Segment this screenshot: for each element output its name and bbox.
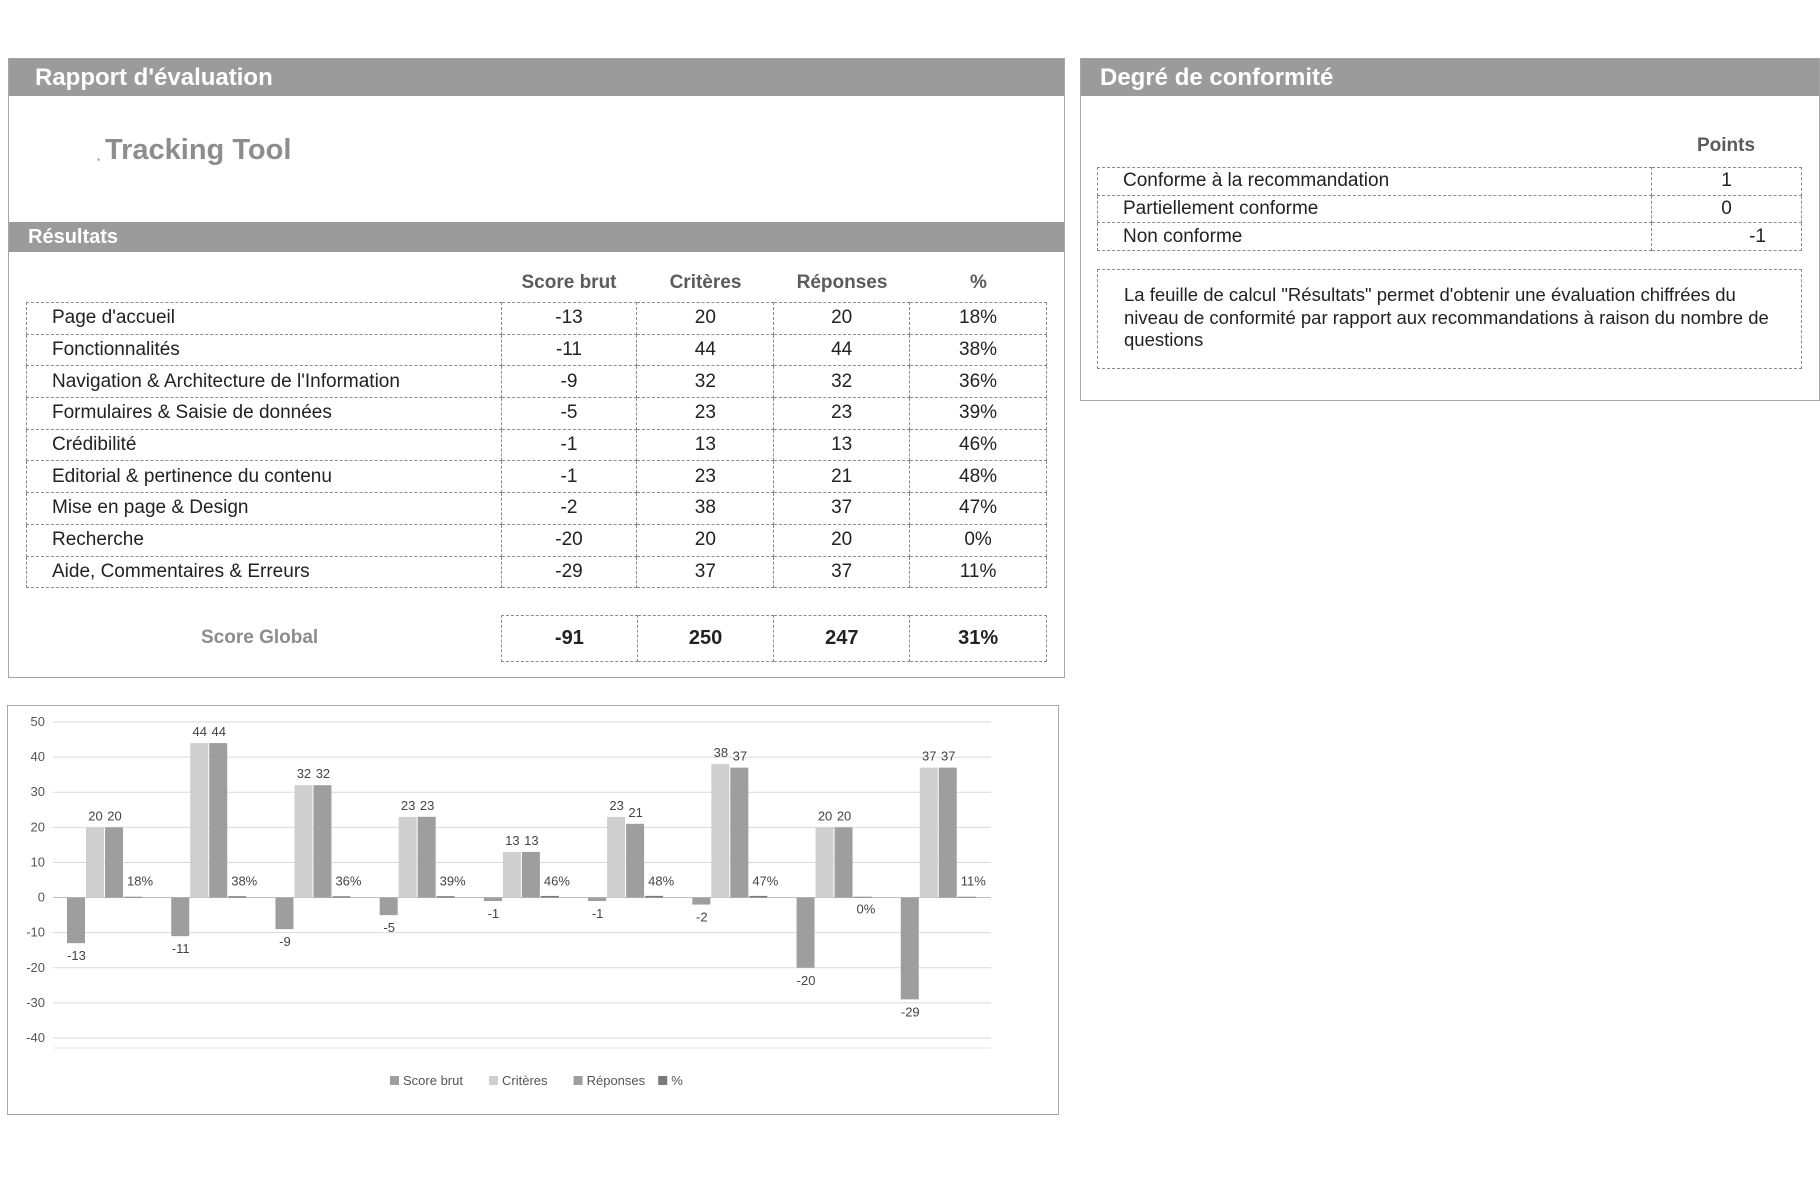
cell-score-brut: -20 <box>501 524 637 556</box>
cell-pct: 38% <box>910 334 1047 366</box>
data-label: 37 <box>922 748 937 764</box>
y-tick-label: 40 <box>30 749 45 765</box>
conformity-title: Degré de conformité <box>1081 59 1819 96</box>
total-score-brut: -91 <box>502 616 638 662</box>
data-label: 23 <box>419 797 435 813</box>
data-label: 46% <box>543 873 570 889</box>
data-label: 44 <box>211 724 226 740</box>
data-label: 20 <box>836 808 852 824</box>
bar-pct <box>854 897 872 898</box>
conformity-points: -1 <box>1652 223 1802 251</box>
data-label: 44 <box>192 724 207 740</box>
cell-criteres: 23 <box>637 398 774 430</box>
data-label: -20 <box>796 972 816 988</box>
report-title: Rapport d'évaluation <box>9 59 1064 96</box>
data-label: 36% <box>335 873 362 889</box>
total-reponses: 247 <box>774 616 910 662</box>
cell-score-brut: -13 <box>501 303 637 335</box>
y-tick-label: 50 <box>30 714 45 729</box>
bar-reponses <box>418 817 436 898</box>
cell-pct: 18% <box>910 303 1047 335</box>
bar-reponses <box>522 852 540 898</box>
col-header-criteres: Critères <box>669 272 742 293</box>
data-label: 11% <box>960 873 986 889</box>
table-row <box>27 524 1047 556</box>
row-label: Crédibilité <box>27 429 502 461</box>
table-row <box>27 493 1047 525</box>
bar-pct <box>332 896 350 897</box>
bar-criteres <box>86 827 104 897</box>
cell-criteres: 44 <box>637 334 774 366</box>
cell-pct: 39% <box>910 398 1047 430</box>
data-label: 37 <box>732 748 748 764</box>
conformity-points: 0 <box>1652 195 1802 223</box>
conformity-row <box>1098 223 1802 251</box>
data-label: 13 <box>524 832 539 848</box>
table-row <box>27 556 1047 588</box>
cell-score-brut: -11 <box>501 334 637 366</box>
bar-pct <box>124 897 142 898</box>
cell-reponses: 21 <box>774 461 910 493</box>
bar-pct <box>958 897 976 898</box>
row-label: Recherche <box>27 524 502 556</box>
bar-pct <box>645 896 663 898</box>
data-label: 0% <box>856 901 876 917</box>
bar-criteres <box>607 817 625 898</box>
cell-criteres: 37 <box>637 556 774 588</box>
y-tick-label: -30 <box>26 994 45 1010</box>
cell-pct: 47% <box>910 493 1047 525</box>
cell-score-brut: -1 <box>501 429 637 461</box>
legend-swatch <box>658 1076 667 1085</box>
bar-criteres <box>711 764 729 897</box>
row-label: Page d'accueil <box>27 303 502 335</box>
legend-swatch <box>390 1076 399 1085</box>
report-panel <box>8 58 1065 678</box>
data-label: 21 <box>628 804 643 820</box>
bar-reponses <box>209 743 227 897</box>
data-label: -5 <box>383 920 395 936</box>
bar-reponses <box>626 824 644 898</box>
logo-icon <box>97 158 100 161</box>
points-header: Points <box>1697 135 1756 156</box>
table-row <box>27 334 1047 366</box>
cell-pct: 11% <box>910 556 1047 588</box>
legend-swatch <box>574 1076 583 1085</box>
total-criteres: 250 <box>637 616 774 662</box>
bar-score-brut <box>171 898 189 937</box>
cell-score-brut: -2 <box>501 493 637 525</box>
total-pct: 31% <box>910 616 1047 662</box>
conformity-note: La feuille de calcul "Résultats" permet d'obtenir une évaluation chiffrées du niveau de conformité par rapport aux recommandations à raison du nombre de questions <box>1097 269 1802 369</box>
bar-score-brut <box>692 898 710 905</box>
conformity-label: Partiellement conforme <box>1098 195 1652 223</box>
bar-score-brut <box>380 898 398 916</box>
legend-label: Réponses <box>586 1073 646 1088</box>
bar-score-brut <box>484 898 502 902</box>
bar-reponses <box>835 827 853 897</box>
bar-criteres <box>920 768 938 898</box>
data-label: 20 <box>107 808 122 824</box>
bar-criteres <box>816 827 834 897</box>
y-tick-label: -10 <box>26 924 45 940</box>
bar-criteres <box>399 817 417 898</box>
conformity-label: Non conforme <box>1098 223 1652 251</box>
cell-pct: 48% <box>910 461 1047 493</box>
legend-label: Score brut <box>403 1073 463 1088</box>
bar-criteres <box>190 743 208 897</box>
cell-reponses: 13 <box>774 429 910 461</box>
score-global-row <box>502 616 1047 662</box>
cell-reponses: 37 <box>774 556 910 588</box>
conformity-table <box>1097 167 1802 251</box>
table-row <box>27 398 1047 430</box>
conformity-label: Conforme à la recommandation <box>1098 168 1652 196</box>
bar-pct <box>228 896 246 897</box>
chart-panel <box>7 705 1059 1115</box>
row-label: Editorial & pertinence du contenu <box>27 461 502 493</box>
cell-score-brut: -5 <box>501 398 637 430</box>
cell-score-brut: -29 <box>501 556 637 588</box>
y-tick-label: -40 <box>26 1030 45 1045</box>
cell-criteres: 20 <box>637 524 774 556</box>
data-label: 38 <box>713 745 729 761</box>
data-label: 13 <box>505 832 520 848</box>
cell-criteres: 20 <box>637 303 774 335</box>
row-label: Aide, Commentaires & Erreurs <box>27 556 502 588</box>
y-tick-label: 20 <box>30 819 45 835</box>
col-header-reponses: Réponses <box>796 272 888 293</box>
col-header-score-brut: Score brut <box>521 272 617 293</box>
cell-pct: 46% <box>910 429 1047 461</box>
bar-pct <box>437 896 455 897</box>
bar-reponses <box>939 768 957 898</box>
y-tick-label: 10 <box>30 854 45 870</box>
data-label: 37 <box>941 748 956 764</box>
cell-criteres: 23 <box>637 461 774 493</box>
bar-pct <box>541 896 559 898</box>
data-label: -13 <box>67 948 86 964</box>
data-label: -29 <box>900 1004 920 1020</box>
cell-pct: 0% <box>910 524 1047 556</box>
data-label: -2 <box>696 909 708 925</box>
row-label: Mise en page & Design <box>27 493 502 525</box>
data-label: 39% <box>439 873 466 889</box>
cell-criteres: 13 <box>637 429 774 461</box>
data-label: -9 <box>279 934 291 950</box>
score-global-label: Score Global <box>201 627 319 648</box>
data-label: 47% <box>752 873 779 889</box>
app-name: Tracking Tool <box>105 134 292 166</box>
bar-score-brut <box>275 898 293 930</box>
bar-score-brut <box>588 898 606 902</box>
row-label: Fonctionnalités <box>27 334 502 366</box>
row-label: Formulaires & Saisie de données <box>27 398 502 430</box>
data-label: 38% <box>231 873 258 889</box>
bar-criteres <box>294 785 312 897</box>
score-global-table <box>501 615 1047 662</box>
table-row <box>27 303 1047 335</box>
cell-reponses: 20 <box>774 303 910 335</box>
results-heading: Résultats <box>9 222 1064 252</box>
data-label: 32 <box>296 766 312 782</box>
bar-criteres <box>503 852 521 898</box>
cell-reponses: 44 <box>774 334 910 366</box>
conformity-row <box>1098 195 1802 223</box>
y-tick-label: 30 <box>30 784 45 800</box>
bar-reponses <box>313 785 331 897</box>
data-label: 18% <box>127 873 154 889</box>
conformity-row <box>1098 168 1802 196</box>
bar-score-brut <box>901 898 919 1000</box>
cell-reponses: 32 <box>774 366 910 398</box>
results-chart <box>8 706 1058 1114</box>
cell-reponses: 23 <box>774 398 910 430</box>
table-row <box>27 366 1047 398</box>
data-label: 48% <box>648 873 675 889</box>
row-label: Navigation & Architecture de l'Information <box>27 366 502 398</box>
cell-pct: 36% <box>910 366 1047 398</box>
cell-score-brut: -1 <box>501 461 637 493</box>
data-label: 23 <box>400 797 416 813</box>
table-row <box>27 429 1047 461</box>
table-row <box>27 461 1047 493</box>
col-header-pct: % <box>970 272 987 293</box>
conformity-panel <box>1080 58 1820 401</box>
bar-score-brut <box>797 898 815 968</box>
cell-reponses: 37 <box>774 493 910 525</box>
y-tick-label: 0 <box>37 889 45 905</box>
data-label: -1 <box>487 906 500 922</box>
data-label: 20 <box>817 808 833 824</box>
cell-score-brut: -9 <box>501 366 637 398</box>
cell-criteres: 38 <box>637 493 774 525</box>
cell-criteres: 32 <box>637 366 774 398</box>
cell-reponses: 20 <box>774 524 910 556</box>
legend-label: % <box>671 1073 683 1088</box>
bar-reponses <box>730 768 748 898</box>
bar-pct <box>749 896 767 898</box>
legend-swatch <box>489 1076 498 1085</box>
y-tick-label: -20 <box>26 959 45 975</box>
bar-score-brut <box>67 898 85 944</box>
conformity-points: 1 <box>1652 168 1802 196</box>
data-label: 32 <box>315 766 331 782</box>
data-label: -11 <box>171 941 190 957</box>
legend-label: Critères <box>502 1073 548 1088</box>
results-table <box>26 302 1047 588</box>
data-label: 23 <box>609 797 624 813</box>
data-label: 20 <box>88 808 103 824</box>
data-label: -1 <box>591 906 604 922</box>
bar-reponses <box>105 827 123 897</box>
